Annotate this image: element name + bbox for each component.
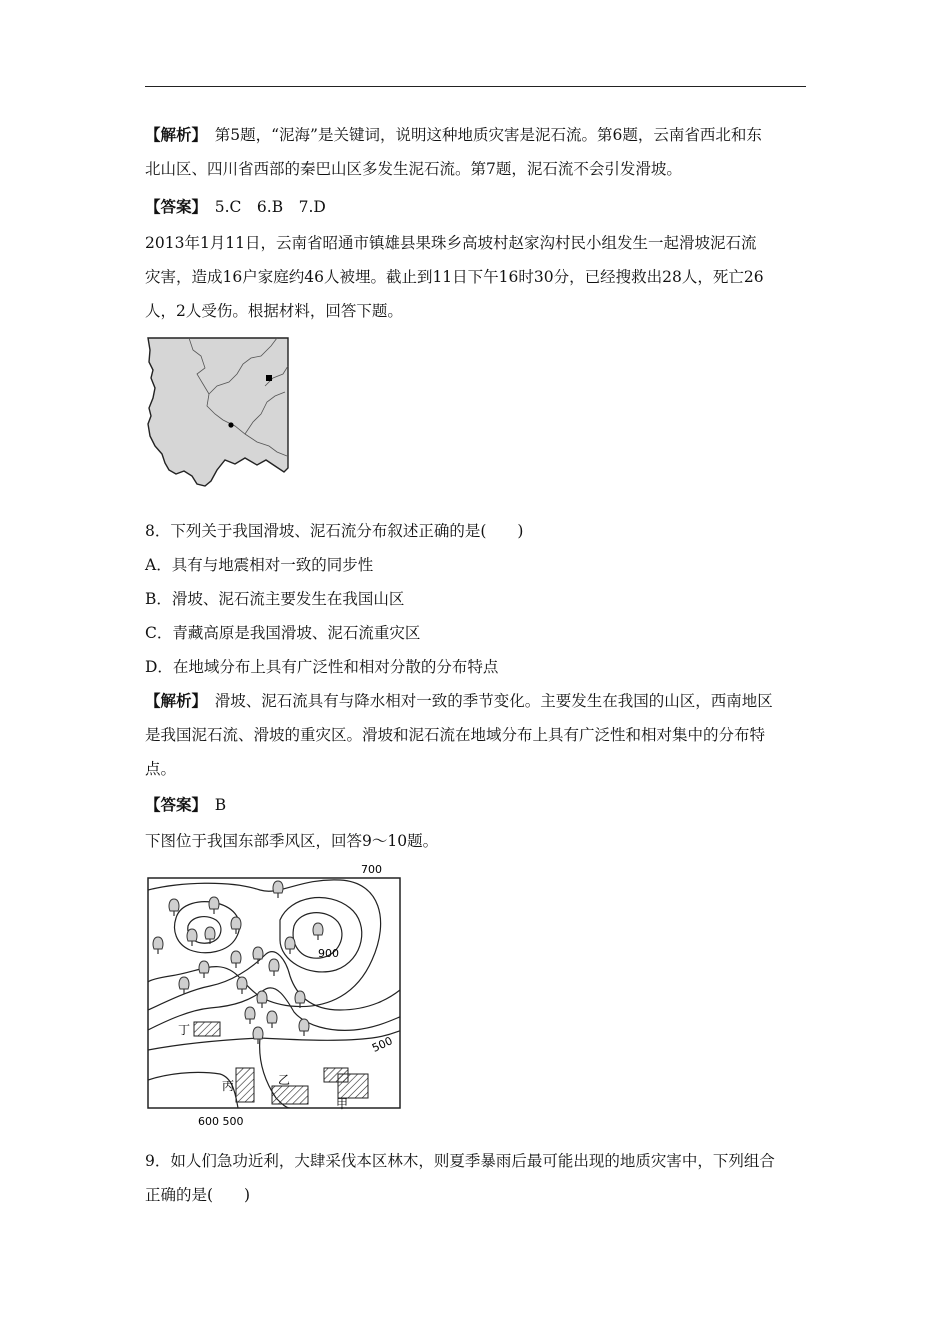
- material-text: 2013年1月11日，云南省昭通市镇雄县果珠乡高坡村赵家沟村民小组发生一起滑坡泥石流: [145, 234, 757, 252]
- contour-label-900: 900: [318, 947, 339, 960]
- contour-label-bottom: 600 500: [198, 1115, 244, 1128]
- answer-paragraph-2: [145, 790, 810, 820]
- option-c: C．青藏高原是我国滑坡、泥石流重灾区: [145, 624, 421, 642]
- answer-text: 5.C 6.B 7.D: [199, 198, 326, 216]
- analysis-text: 北山区、四川省西部的秦巴山区多发生泥石流。第7题，泥石流不会引发滑坡。: [145, 160, 682, 178]
- tree-icon: [299, 1019, 309, 1036]
- tree-icon: [153, 937, 163, 954]
- material-paragraph: [145, 226, 810, 328]
- tree-icon: [295, 991, 305, 1008]
- answer-paragraph-1: [145, 192, 810, 222]
- tree-icon: [267, 1011, 277, 1028]
- settlement-ding: [194, 1022, 220, 1036]
- place-label-jia: 甲: [336, 1097, 349, 1111]
- province-shape: [148, 338, 288, 486]
- analysis-text: 第5题，“泥海”是关键词，说明这种地质灾害是泥石流。第6题，云南省西北和东: [199, 126, 762, 144]
- material-text: 人，2人受伤。根据材料，回答下题。: [145, 302, 403, 320]
- option-d: D．在地域分布上具有广泛性和相对分散的分布特点: [145, 658, 499, 676]
- tree-icon: [253, 1027, 263, 1044]
- settlement-yi: [272, 1086, 308, 1104]
- answer-tag: 【答案】: [145, 197, 200, 216]
- analysis-paragraph-2: [145, 684, 810, 786]
- header-rule: [145, 86, 806, 87]
- tree-icon: [257, 991, 267, 1008]
- yunnan-map-figure: [145, 336, 291, 490]
- analysis-tag: 【解析】: [145, 125, 200, 144]
- place-label-ding: 丁: [178, 1023, 191, 1037]
- analysis-paragraph-1: [145, 118, 810, 186]
- capital-dot: [228, 422, 233, 427]
- question-stem: 正确的是( ): [145, 1186, 251, 1204]
- place-label-bing: 丙: [222, 1079, 235, 1093]
- tree-icon: [273, 881, 283, 898]
- settlement-jia-2: [338, 1074, 368, 1098]
- location-marker: [266, 375, 272, 381]
- tree-icon: [253, 947, 263, 964]
- contour-label-500: 500: [370, 1034, 395, 1055]
- analysis-tag: 【解析】: [145, 691, 200, 710]
- intro-text: 下图位于我国东部季风区，回答9～10题。: [145, 832, 439, 850]
- intro-9-10: [145, 824, 810, 858]
- contour-label-700: 700: [361, 863, 382, 876]
- tree-icon: [231, 951, 241, 968]
- question-stem: 9．如人们急功近利，大肆采伐本区林木，则夏季暴雨后最可能出现的地质灾害中，下列组合: [145, 1152, 775, 1170]
- question-stem: 8．下列关于我国滑坡、泥石流分布叙述正确的是( ): [145, 522, 524, 540]
- tree-icon: [179, 977, 189, 994]
- tree-icon: [313, 923, 323, 940]
- place-label-yi: 乙: [278, 1073, 291, 1087]
- analysis-text: 滑坡、泥石流具有与降水相对一致的季节变化。主要发生在我国的山区，西南地区: [199, 692, 773, 710]
- analysis-text: 是我国泥石流、滑坡的重灾区。滑坡和泥石流在地域分布上具有广泛性和相对集中的分布特: [145, 726, 766, 744]
- tree-icon: [199, 961, 209, 978]
- tree-icon: [187, 929, 197, 946]
- tree-icon: [245, 1007, 255, 1024]
- tree-icon: [231, 917, 241, 934]
- material-text: 灾害，造成16户家庭约46人被埋。截止到11日下午16时30分，已经搜救出28人，死亡26: [145, 268, 764, 286]
- question-9: [145, 1144, 810, 1212]
- tree-icon: [269, 959, 279, 976]
- answer-text: B: [199, 796, 227, 814]
- question-8: [145, 514, 810, 684]
- option-a: A．具有与地震相对一致的同步性: [145, 556, 374, 574]
- answer-tag: 【答案】: [145, 795, 200, 814]
- option-b: B．滑坡、泥石流主要发生在我国山区: [145, 590, 405, 608]
- settlement-bing: [236, 1068, 254, 1102]
- analysis-text: 点。: [145, 760, 177, 778]
- tree-icon: [209, 897, 219, 914]
- tree-icon: [237, 977, 247, 994]
- tree-icon: [285, 937, 295, 954]
- contour-map-figure: [140, 860, 415, 1130]
